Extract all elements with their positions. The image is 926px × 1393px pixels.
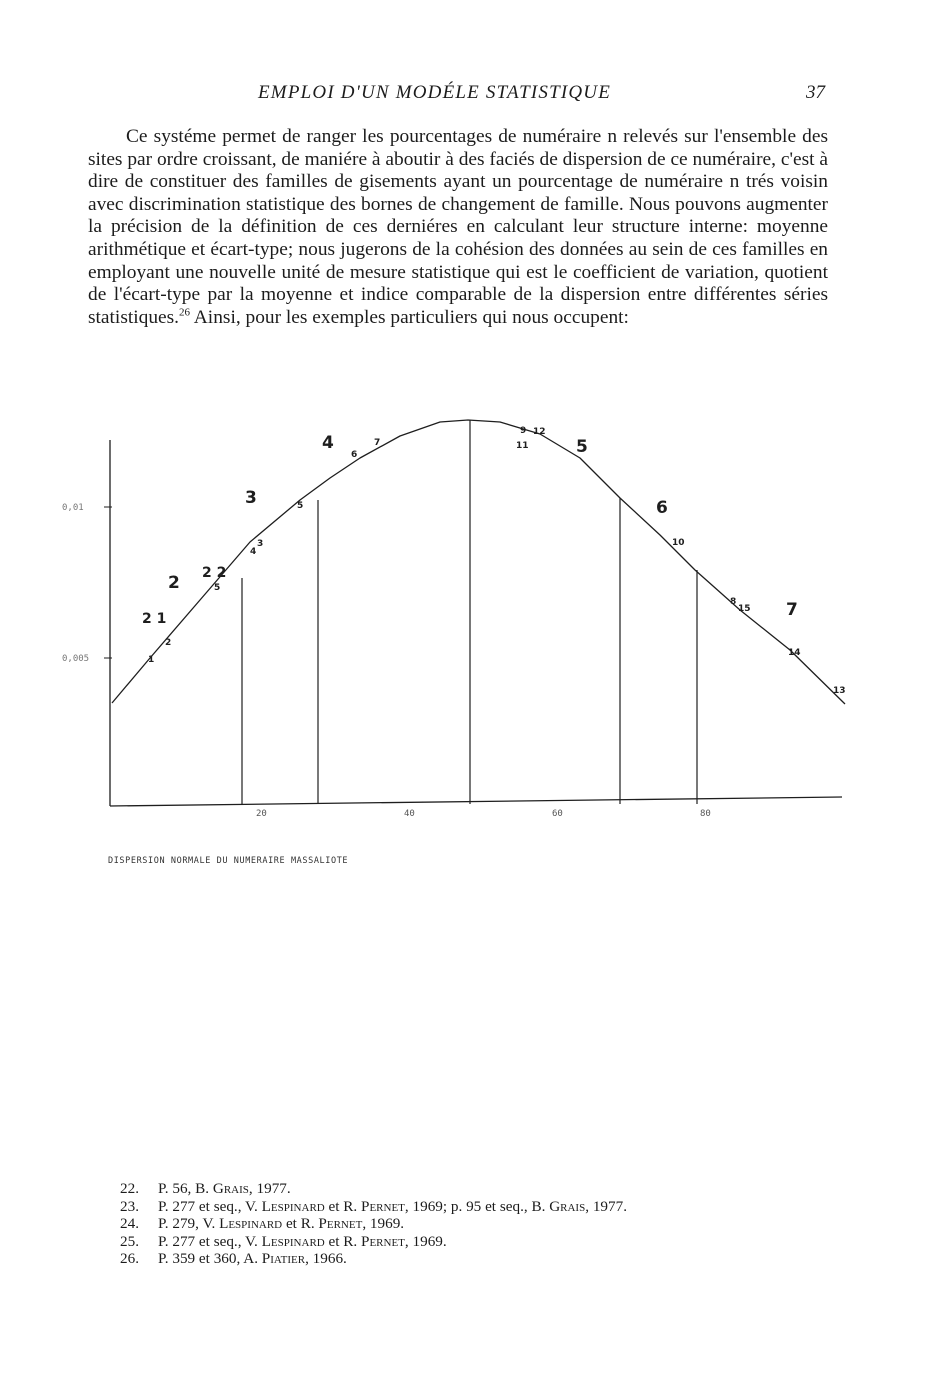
paragraph-main: Ce systéme permet de ranger les pourcentages de numéraire n relevés sur l'ensemble des sites par ordre croissant, de maniére à aboutir à des faciés de dispersion de ce numéraire, c'est à dire de constituer des familles de gisements ayant un pourcentage de numéraire n trés voisin avec discrimination statistique des bornes de changement de famille. Nous pouvons augmenter la précision de la définition de ces derniéres en calculant leur structure interne: moyenne arithmétique et écart-type; nous jugerons de la cohésion des données au sein de ces familles en employant une nouvelle unité de mesure statistique qui est le coefficient de variation, quotient de l'écart-type par la moyenne et indice comparable de la dispersion entre différentes séries statistiques. bbox=[88, 126, 828, 328]
family-label: 2 bbox=[168, 573, 180, 593]
body-paragraph bbox=[88, 126, 828, 329]
point-label: 3 bbox=[257, 539, 264, 549]
family-label: 4 bbox=[322, 433, 334, 453]
y-tick-label: 0,01 bbox=[62, 503, 84, 513]
point-label: 15 bbox=[738, 604, 751, 614]
point-label: 5 bbox=[297, 501, 304, 511]
family-label: 2 2 bbox=[202, 565, 227, 581]
footnote-item: 23. P. 277 et seq., V. Lespinard et R. Pernet, 1969; p. 95 et seq., B. Grais, 1977. bbox=[120, 1197, 627, 1215]
footnote-item: 26. P. 359 et 360, A. Piatier, 1966. bbox=[120, 1250, 347, 1268]
paragraph-tail: Ainsi, pour les exemples particuliers qui nous occupent: bbox=[190, 306, 629, 328]
point-label: 6 bbox=[351, 450, 358, 460]
running-title: EMPLOI D'UN MODÉLE STATISTIQUE bbox=[258, 82, 612, 103]
family-label: 5 bbox=[576, 437, 588, 457]
point-label: 13 bbox=[833, 686, 846, 696]
footnote-ref: 26 bbox=[179, 306, 191, 319]
footnote-item: 24. P. 279, V. Lespinard et R. Pernet, 1969. bbox=[120, 1215, 405, 1233]
family-label: 7 bbox=[786, 600, 798, 620]
y-tick-label: 0,005 bbox=[62, 654, 90, 664]
x-tick-label: 40 bbox=[404, 809, 415, 819]
distribution-chart bbox=[0, 400, 926, 880]
footnotes bbox=[120, 1180, 820, 1268]
footnote-item: 25. P. 277 et seq., V. Lespinard et R. Pernet, 1969. bbox=[120, 1232, 447, 1250]
point-label: 5 bbox=[214, 583, 221, 593]
figure-caption: DISPERSION NORMALE DU NUMERAIRE MASSALIOTE bbox=[108, 856, 349, 866]
point-label: 7 bbox=[374, 438, 381, 448]
x-tick-label: 60 bbox=[552, 809, 563, 819]
footnote-item: 22. P. 56, B. Grais, 1977. bbox=[120, 1180, 291, 1197]
point-label: 1 bbox=[148, 655, 155, 665]
x-tick-label: 80 bbox=[700, 809, 711, 819]
point-label: 4 bbox=[250, 547, 257, 557]
point-label: 10 bbox=[672, 538, 685, 548]
point-label: 8 bbox=[730, 597, 737, 607]
figure bbox=[0, 400, 926, 880]
point-label: 11 bbox=[516, 441, 529, 451]
family-label: 3 bbox=[245, 488, 257, 508]
point-label: 12 bbox=[533, 427, 546, 437]
family-label: 2 1 bbox=[142, 611, 167, 627]
point-label: 2 bbox=[165, 638, 172, 648]
point-label: 14 bbox=[788, 648, 801, 658]
family-label: 6 bbox=[656, 498, 668, 518]
x-axis bbox=[110, 797, 842, 806]
page-number: 37 bbox=[806, 82, 825, 103]
normal-curve bbox=[112, 420, 845, 704]
x-tick-label: 20 bbox=[256, 809, 267, 819]
point-label: 9 bbox=[520, 426, 527, 436]
